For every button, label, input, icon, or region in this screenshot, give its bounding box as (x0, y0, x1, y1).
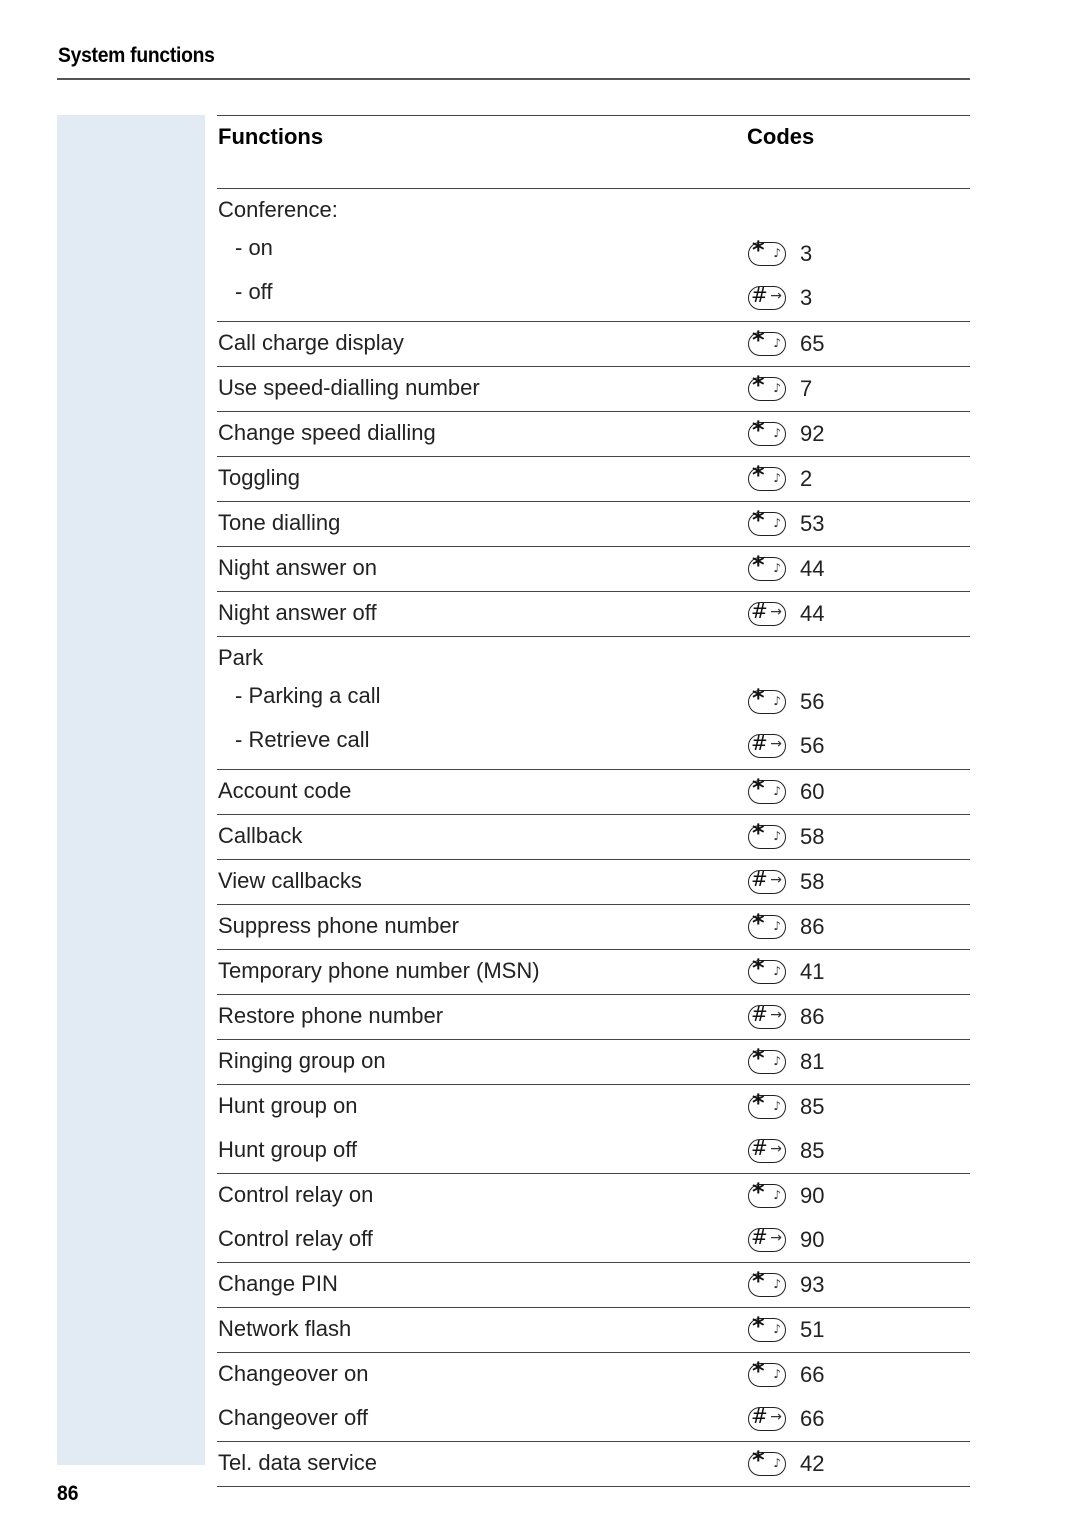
function-label: Conference: (218, 197, 338, 222)
function-code (748, 733, 824, 759)
table-row (217, 412, 970, 456)
function-label: Changeover on (218, 1361, 369, 1386)
star-key-icon: * ♪ (748, 780, 786, 804)
function-label: - off (235, 279, 273, 304)
table-row (217, 860, 970, 904)
function-code (748, 1089, 825, 1120)
function-label: - on (235, 235, 273, 260)
table-group (217, 1353, 970, 1442)
table-group (217, 637, 970, 770)
function-label: Call charge display (218, 330, 404, 355)
code-number: 90 (800, 1183, 825, 1208)
table-group (217, 592, 970, 637)
function-label: Night answer off (218, 600, 377, 625)
column-header-functions: Functions (218, 124, 324, 149)
function-label: - Parking a call (235, 683, 381, 708)
hash-key-icon: # → (748, 1005, 786, 1029)
function-code (748, 461, 813, 492)
code-number: 41 (800, 959, 825, 984)
star-key-icon: * ♪ (748, 1318, 786, 1342)
table-group (217, 1085, 970, 1174)
table-row (217, 1397, 970, 1441)
function-label: Temporary phone number (MSN) (218, 958, 540, 983)
star-key-icon: * ♪ (748, 1184, 786, 1208)
table-group (217, 189, 970, 322)
table-row (217, 905, 970, 949)
table-body (217, 189, 970, 1487)
function-code (748, 1312, 825, 1343)
star-key-icon: * ♪ (748, 1095, 786, 1119)
code-number: 2 (800, 466, 813, 491)
code-number: 56 (800, 689, 825, 714)
code-number: 51 (800, 1317, 825, 1342)
table-group (217, 1263, 970, 1308)
function-label: Hunt group off (218, 1137, 358, 1162)
function-code (748, 684, 825, 715)
function-code (748, 1138, 824, 1164)
function-code (748, 954, 825, 985)
function-code (748, 371, 813, 402)
page-number: 86 (57, 1482, 79, 1505)
function-label: Park (218, 645, 264, 670)
table-group (217, 770, 970, 815)
function-label: Suppress phone number (218, 913, 459, 938)
function-code (748, 1357, 825, 1388)
table-row (217, 457, 970, 501)
code-number: 58 (800, 869, 825, 894)
table-row (217, 322, 970, 366)
table-row (217, 233, 970, 277)
table-row (217, 189, 970, 233)
star-key-icon: * ♪ (748, 377, 786, 401)
hash-key-icon: # → (748, 1228, 786, 1252)
function-code (748, 601, 824, 627)
table-row (217, 1263, 970, 1307)
star-key-icon: * ♪ (748, 422, 786, 446)
function-label: Restore phone number (218, 1003, 444, 1028)
code-number: 93 (800, 1272, 825, 1297)
function-code (748, 909, 825, 940)
table-row (217, 277, 970, 321)
table-group (217, 995, 970, 1040)
code-number: 53 (800, 511, 825, 536)
function-code (748, 285, 812, 311)
star-key-icon: * ♪ (748, 915, 786, 939)
code-number: 3 (800, 241, 813, 266)
function-label: Night answer on (218, 555, 377, 580)
code-number: 81 (800, 1049, 825, 1074)
function-label: - Retrieve call (235, 727, 370, 752)
function-label: Hunt group on (218, 1093, 358, 1118)
table-row (217, 592, 970, 636)
table-group (217, 1442, 970, 1487)
function-code (748, 1178, 825, 1209)
star-key-icon: * ♪ (748, 1363, 786, 1387)
table-row (217, 1085, 970, 1129)
function-code (748, 1227, 824, 1253)
table-row (217, 995, 970, 1039)
function-label: Account code (218, 778, 352, 803)
table-row (217, 1218, 970, 1262)
hash-key-icon: # → (748, 1407, 786, 1431)
code-number: 85 (800, 1094, 825, 1119)
table-row (217, 950, 970, 994)
star-key-icon: * ♪ (748, 1273, 786, 1297)
table-row (217, 725, 970, 769)
function-code (748, 1004, 824, 1030)
function-code (748, 1267, 825, 1298)
code-number: 66 (800, 1406, 825, 1431)
function-code (748, 1406, 824, 1432)
table-group (217, 412, 970, 457)
star-key-icon: * ♪ (748, 467, 786, 491)
table-group (217, 367, 970, 412)
table-group (217, 860, 970, 905)
star-key-icon: * ♪ (748, 825, 786, 849)
table-row (217, 1308, 970, 1352)
function-code (748, 1446, 825, 1477)
star-key-icon: * ♪ (748, 512, 786, 536)
section-title: System functions (58, 44, 215, 67)
function-codes-table (217, 115, 970, 1487)
star-key-icon: * ♪ (748, 960, 786, 984)
table-row (217, 367, 970, 411)
function-code (748, 506, 825, 537)
table-row (217, 502, 970, 546)
code-number: 3 (800, 285, 813, 310)
column-header-codes: Codes (747, 124, 815, 149)
table-row (217, 770, 970, 814)
function-label: Change speed dialling (218, 420, 436, 445)
function-code (748, 1044, 825, 1075)
code-number: 66 (800, 1362, 825, 1387)
function-code (748, 774, 825, 805)
table-row (217, 1174, 970, 1218)
function-label: Change PIN (218, 1271, 338, 1296)
function-code (748, 551, 825, 582)
function-label: Network flash (218, 1316, 352, 1341)
hash-key-icon: # → (748, 602, 786, 626)
header-divider (57, 78, 970, 80)
hash-key-icon: # → (748, 734, 786, 758)
function-label: View callbacks (218, 868, 362, 893)
star-key-icon: * ♪ (748, 242, 786, 266)
function-label: Toggling (218, 465, 300, 490)
table-group (217, 457, 970, 502)
table-row (217, 815, 970, 859)
table-row (217, 547, 970, 591)
table-group (217, 1174, 970, 1263)
code-number: 65 (800, 331, 825, 356)
code-number: 86 (800, 914, 825, 939)
code-number: 42 (800, 1451, 825, 1476)
function-label: Ringing group on (218, 1048, 386, 1073)
table-row (217, 637, 970, 681)
function-label: Control relay on (218, 1182, 374, 1207)
function-label: Callback (218, 823, 303, 848)
star-key-icon: * ♪ (748, 1050, 786, 1074)
code-number: 56 (800, 733, 825, 758)
function-code (748, 326, 825, 357)
table-group (217, 547, 970, 592)
code-number: 90 (800, 1227, 825, 1252)
code-number: 58 (800, 824, 825, 849)
hash-key-icon: # → (748, 286, 786, 310)
table-row (217, 1353, 970, 1397)
table-group (217, 905, 970, 950)
function-label: Changeover off (218, 1405, 369, 1430)
table-row (217, 1129, 970, 1173)
code-number: 85 (800, 1138, 825, 1163)
function-code (748, 869, 824, 895)
table-row (217, 681, 970, 725)
table-header (217, 116, 970, 189)
star-key-icon: * ♪ (748, 557, 786, 581)
function-code (748, 819, 825, 850)
table-group (217, 502, 970, 547)
function-code (748, 416, 825, 447)
table-group (217, 815, 970, 860)
table-group (217, 950, 970, 995)
table-row (217, 1040, 970, 1084)
hash-key-icon: # → (748, 1139, 786, 1163)
code-number: 44 (800, 556, 825, 581)
code-number: 60 (800, 779, 825, 804)
side-margin-panel (57, 115, 205, 1465)
function-label: Tone dialling (218, 510, 341, 535)
hash-key-icon: # → (748, 870, 786, 894)
code-number: 92 (800, 421, 825, 446)
star-key-icon: * ♪ (748, 1452, 786, 1476)
table-group (217, 1040, 970, 1085)
star-key-icon: * ♪ (748, 332, 786, 356)
code-number: 7 (800, 376, 813, 401)
function-code (748, 236, 813, 267)
table-row (217, 1442, 970, 1486)
table-group (217, 322, 970, 367)
star-key-icon: * ♪ (748, 690, 786, 714)
function-label: Use speed-dialling number (218, 375, 480, 400)
code-number: 44 (800, 601, 825, 626)
function-label: Tel. data service (218, 1450, 377, 1475)
table-group (217, 1308, 970, 1353)
function-label: Control relay off (218, 1226, 373, 1251)
code-number: 86 (800, 1004, 825, 1029)
